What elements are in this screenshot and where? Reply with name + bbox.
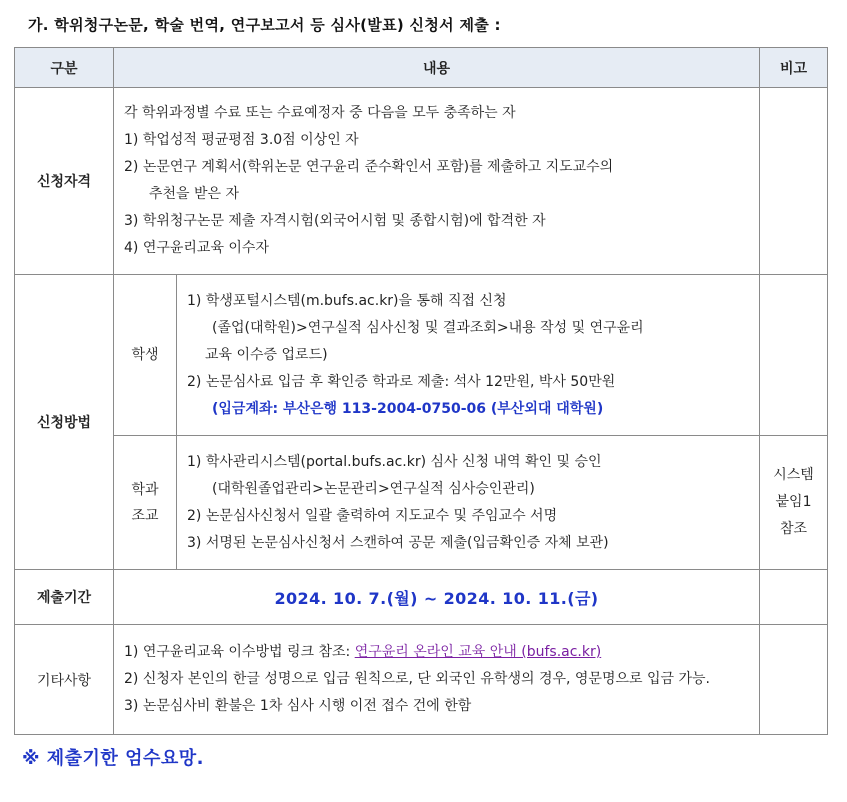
other-line: 3) 논문심사비 환불은 1차 심사 시행 이전 접수 건에 한함	[124, 698, 472, 714]
method-student-label: 학생	[114, 275, 177, 436]
other-content	[114, 625, 760, 735]
method-student-content	[177, 275, 760, 436]
period-remarks	[760, 570, 828, 625]
other-remarks	[760, 625, 828, 735]
table-header-row	[15, 48, 828, 88]
other-line: 2) 신청자 본인의 한글 성명으로 입금 원칙으로, 단 외국인 유학생의 경우, 영문명으로 입금 가능.	[124, 671, 710, 687]
eligibility-line: 4) 연구윤리교육 이수자	[124, 240, 269, 256]
eligibility-label: 신청자격	[15, 88, 114, 275]
eligibility-remarks	[760, 88, 828, 275]
other-label: 기타사항	[15, 625, 114, 735]
method-label: 신청방법	[15, 275, 114, 570]
other-line	[124, 639, 749, 666]
submission-table	[14, 47, 828, 735]
student-line: 교육 이수증 업로드)	[205, 346, 328, 363]
header-remarks: 비고	[760, 48, 828, 88]
eligibility-line: 3) 학위청구논문 제출 자격시험(외국어시험 및 종합시험)에 합격한 자	[124, 213, 546, 229]
table-row-method-student	[15, 275, 828, 436]
table-row-method-assistant	[15, 436, 828, 570]
eligibility-line: 각 학위과정별 수료 또는 수료예정자 중 다음을 모두 충족하는 자	[124, 105, 516, 121]
header-category: 구분	[15, 48, 114, 88]
table-row-period	[15, 570, 828, 625]
remark-line: 붙임1	[775, 494, 812, 510]
eligibility-line: 1) 학업성적 평균평점 3.0점 이상인 자	[124, 132, 359, 148]
eligibility-line: 추천을 받은 자	[149, 186, 240, 202]
section-heading: 가. 학위청구논문, 학술 번역, 연구보고서 등 심사(발표) 신청서 제출 :	[28, 16, 501, 34]
assistant-line: 2) 논문심사신청서 일괄 출력하여 지도교수 및 주임교수 서명	[187, 507, 558, 524]
student-line: 2) 논문심사료 입금 후 확인증 학과로 제출: 석사 12만원, 박사 50만원	[187, 373, 616, 390]
assistant-label-line: 조교	[131, 507, 159, 524]
method-assistant-remarks	[760, 436, 828, 570]
eligibility-content	[114, 88, 760, 275]
remark-line: 시스템	[773, 467, 814, 483]
remark-line: 참조	[779, 521, 808, 537]
table-row-eligibility	[15, 88, 828, 275]
bank-account-note: (입금계좌: 부산은행 113-2004-0750-06 (부산외대 대학원)	[212, 400, 604, 417]
header-content: 내용	[114, 48, 760, 88]
assistant-line: (대학원졸업관리>논문관리>연구실적 심사승인관리)	[212, 480, 535, 497]
eligibility-line: 2) 논문연구 계획서(학위논문 연구윤리 준수확인서 포함)를 제출하고 지도교수의	[124, 159, 614, 175]
table-row-other	[15, 625, 828, 735]
deadline-note: ※ 제출기한 엄수요망.	[22, 748, 204, 769]
method-student-remarks	[760, 275, 828, 436]
assistant-line: 1) 학사관리시스템(portal.bufs.ac.kr) 심사 신청 내역 확인 및 승인	[187, 453, 602, 470]
assistant-label-line: 학과	[131, 481, 159, 498]
method-assistant-label	[114, 436, 177, 570]
assistant-line: 3) 서명된 논문심사신청서 스캔하여 공문 제출(입금확인증 자체 보관)	[187, 534, 609, 551]
submission-period: 2024. 10. 7.(월) ~ 2024. 10. 11.(금)	[114, 570, 760, 625]
ethics-education-link[interactable]: 연구윤리 온라인 교육 안내 (bufs.ac.kr)	[354, 644, 602, 660]
other-line-prefix: 1) 연구윤리교육 이수방법 링크 참조:	[124, 644, 355, 660]
method-assistant-content	[177, 436, 760, 570]
student-line: 1) 학생포털시스템(m.bufs.ac.kr)을 통해 직접 신청	[187, 292, 507, 309]
student-line: (졸업(대학원)>연구실적 심사신청 및 결과조회>내용 작성 및 연구윤리	[212, 319, 644, 336]
period-label: 제출기간	[15, 570, 114, 625]
